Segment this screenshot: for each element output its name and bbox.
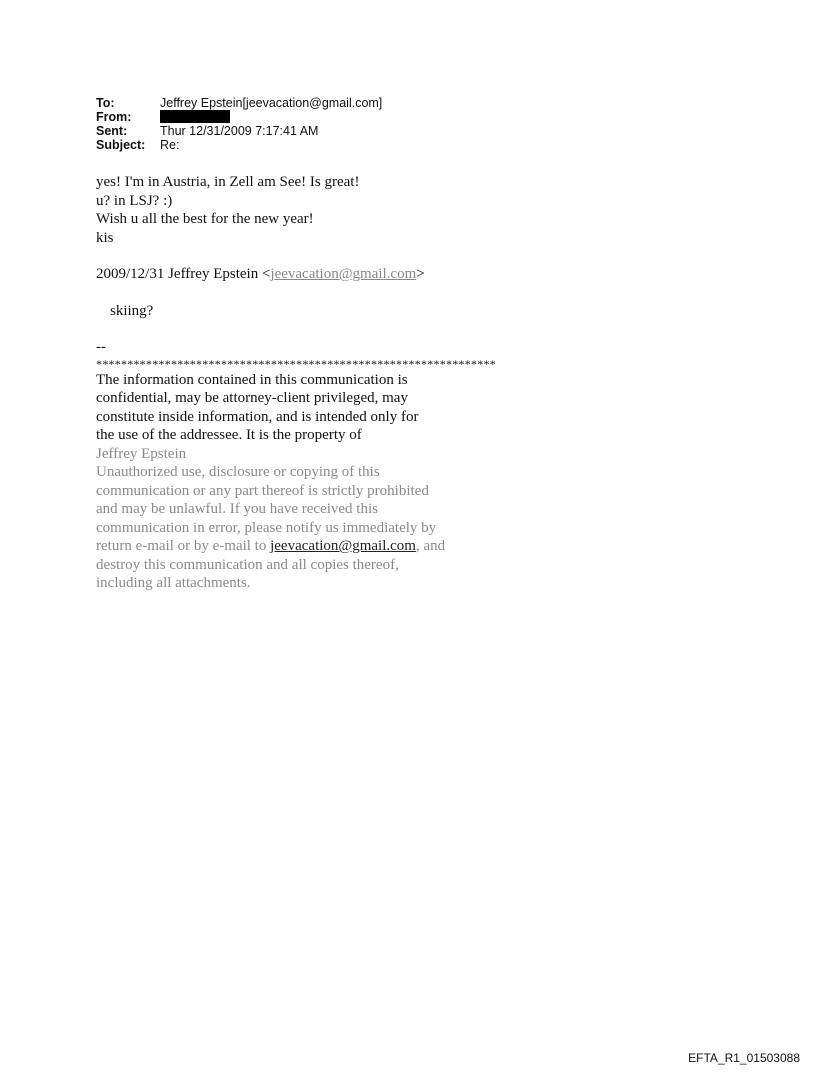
disclaimer-email-link[interactable]: jeevacation@gmail.com (270, 538, 416, 554)
disclaimer-grey-line: Unauthorized use, disclosure or copying of this (96, 464, 380, 480)
quote-email-link[interactable]: jeevacation@gmail.com (270, 266, 417, 282)
spacer (96, 320, 496, 338)
asterisk-divider: **************************************************************** (96, 356, 496, 371)
subject-value: Re: (160, 138, 180, 152)
disclaimer-link-suffix: , and (415, 538, 446, 554)
quote-header (96, 265, 496, 284)
email-header (96, 96, 382, 152)
body-line: kis (96, 229, 114, 246)
quote-header-suffix: > (416, 266, 425, 282)
sent-value: Thur 12/31/2009 7:17:41 AM (160, 124, 319, 138)
disclaimer-grey-line: including all attachments. (96, 575, 251, 591)
disclaimer-grey-line: communication or any part thereof is strictly prohibited (96, 482, 429, 499)
disclaimer-line: confidential, may be attorney-client privileged, may (96, 390, 408, 406)
sent-label: Sent: (96, 124, 128, 138)
disclaimer-line: constitute inside information, and is intended only for (96, 408, 419, 425)
quoted-text: skiing? (110, 302, 154, 319)
subject-row (96, 138, 382, 152)
spacer (96, 284, 496, 302)
spacer (96, 247, 496, 265)
disclaimer-grey-line: communication in error, please notify us immediately by (96, 519, 437, 536)
disclaimer-grey-line: and may be unlawful. If you have received this (96, 501, 378, 517)
email-body (96, 173, 496, 593)
body-line: yes! I'm in Austria, in Zell am See! Is great! (96, 174, 360, 190)
disclaimer-grey-line: destroy this communication and all copies thereof, (96, 556, 399, 573)
disclaimer-line: the use of the addressee. It is the property of (96, 427, 362, 443)
disclaimer-line: The information contained in this communication is (96, 371, 408, 388)
from-label: From: (96, 110, 132, 124)
to-value: Jeffrey Epstein[jeevacation@gmail.com] (160, 96, 383, 110)
quote-header-prefix: 2009/12/31 Jeffrey Epstein < (96, 266, 271, 282)
to-label: To: (96, 96, 115, 110)
disclaimer-link-prefix: return e-mail or by e-mail to (96, 538, 271, 554)
document-id: EFTA_R1_01503088 (688, 1051, 800, 1065)
signature-separator: -- (96, 339, 106, 355)
redaction-overbar (160, 111, 230, 115)
body-line: Wish u all the best for the new year! (96, 211, 314, 227)
disclaimer-link-line (96, 537, 496, 556)
sent-row (96, 124, 382, 138)
body-line: u? in LSJ? :) (96, 192, 173, 209)
disclaimer-grey-line: Jeffrey Epstein (96, 445, 187, 462)
from-row (96, 110, 382, 124)
to-row (96, 96, 382, 110)
subject-label: Subject: (96, 138, 146, 152)
